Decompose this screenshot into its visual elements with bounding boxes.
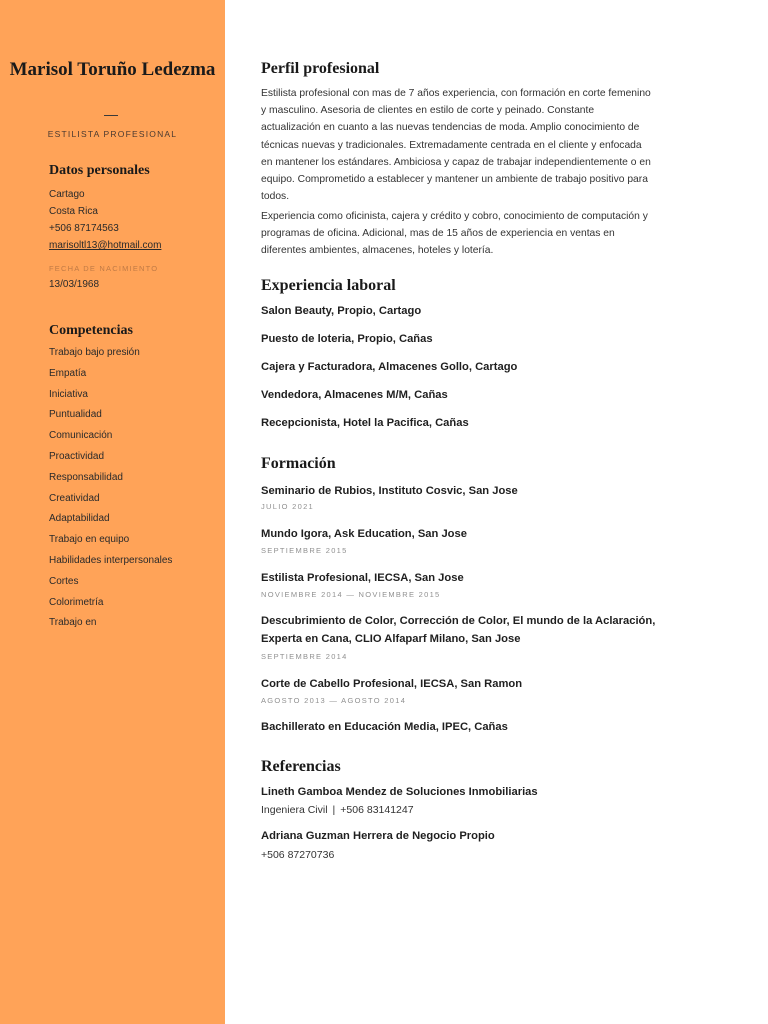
phone: +506 87174563 xyxy=(49,223,119,234)
education-title: Seminario de Rubios, Instituto Cosvic, San Jose xyxy=(261,485,518,497)
profile-paragraph-1: Estilista profesional con mas de 7 años experiencia, con formación en corte femenino y masculino. Asesoria de clientes en estilo de corte y peinado. Constante actualización en cuanto a las nuevas tendencias de moda. Amplio conocimiento de técnicas nuevas y tradicionales. Extremadamente centrada en el cliente y enfocada en mantener los estándares. Ambiciosa y capaz de trabajar independientemente o en equipo. Comprometido a establecer y mantener un ambiente de trabajo positivo para todos. xyxy=(261,88,651,203)
job-role: ESTILISTA PROFESIONAL xyxy=(47,129,178,139)
job-entry: Salon Beauty, Propio, Cartago xyxy=(261,305,422,317)
skill-item: Trabajo en xyxy=(49,617,97,629)
skill-item: Comunicación xyxy=(49,430,113,442)
email-link[interactable]: marisoltl13@hotmail.com xyxy=(49,240,162,251)
education-title: Descubrimiento de Color, Corrección de Color, El mundo de la Aclaración, Experta en Cana, CLIO Alfaparf Milano, San Jose xyxy=(261,615,656,645)
skill-item: Puntualidad xyxy=(49,409,102,421)
skill-item: Creatividad xyxy=(49,492,100,504)
reference-name: Adriana Guzman Herrera de Negocio Propio xyxy=(261,830,495,842)
experience-heading: Experiencia laboral xyxy=(261,277,396,294)
skill-item: Empatía xyxy=(49,367,87,379)
education-title: Corte de Cabello Profesional, IECSA, San Ramon xyxy=(261,678,523,690)
profile-paragraph-2: Experiencia como oficinista, cajera y crédito y cobro, conocimiento de computación y programas de oficina. Adicional, mas de 15 años de experiencia en ventas en diferentes ambientes, almacenes, hoteles y lotería. xyxy=(261,211,648,257)
personal-data-heading: Datos personales xyxy=(49,163,150,178)
reference-separator: | xyxy=(332,804,336,816)
job-entry: Cajera y Facturadora, Almacenes Gollo, Cartago xyxy=(261,361,518,373)
skill-item: Colorimetría xyxy=(49,596,104,608)
reference-phone: +506 87270736 xyxy=(261,849,335,861)
education-title: Mundo Igora, Ask Education, San Jose xyxy=(261,528,467,540)
skill-item: Trabajo en equipo xyxy=(49,534,130,546)
education-date: NOVIEMBRE 2014 — NOVIEMBRE 2015 xyxy=(261,590,441,599)
reference-role: Ingeniera Civil xyxy=(261,804,328,816)
skill-item: Habilidades interpersonales xyxy=(49,554,173,566)
reference-name: Lineth Gamboa Mendez de Soluciones Inmobiliarias xyxy=(261,786,538,798)
skill-item: Proactividad xyxy=(49,450,105,462)
education-date: AGOSTO 2013 — AGOSTO 2014 xyxy=(261,696,407,705)
name-divider xyxy=(104,115,118,116)
education-date: JULIO 2021 xyxy=(261,502,315,511)
person-name: Marisol Toruño Ledezma xyxy=(9,59,216,80)
job-entry: Vendedora, Almacenes M/M, Cañas xyxy=(261,389,448,401)
education-date: SEPTIEMBRE 2014 xyxy=(261,652,348,661)
job-entry: Puesto de loteria, Propio, Cañas xyxy=(261,333,433,345)
skill-item: Adaptabilidad xyxy=(49,513,110,525)
skills-list xyxy=(49,343,172,634)
education-title: Bachillerato en Educación Media, IPEC, Cañas xyxy=(261,721,508,733)
reference-phone: +506 83141247 xyxy=(340,804,414,816)
skill-item: Iniciativa xyxy=(49,388,88,400)
skill-item: Cortes xyxy=(49,575,79,587)
education-title: Estilista Profesional, IECSA, San Jose xyxy=(261,572,464,584)
city: Cartago xyxy=(49,189,85,200)
education-date: SEPTIEMBRE 2015 xyxy=(261,546,348,555)
sidebar xyxy=(0,0,225,1024)
profile-heading: Perfil profesional xyxy=(261,60,380,77)
skill-item: Responsabilidad xyxy=(49,471,123,483)
birth-date-label: FECHA DE NACIMIENTO xyxy=(49,264,159,273)
references-heading: Referencias xyxy=(261,758,341,775)
education-heading: Formación xyxy=(261,455,336,472)
birth-date: 13/03/1968 xyxy=(49,279,100,290)
country: Costa Rica xyxy=(49,206,98,217)
personal-data-list xyxy=(49,186,161,254)
reference-detail xyxy=(261,804,414,816)
job-entry: Recepcionista, Hotel la Pacifica, Cañas xyxy=(261,417,469,429)
skills-heading: Competencias xyxy=(49,323,133,338)
skill-item: Trabajo bajo presión xyxy=(49,347,140,358)
